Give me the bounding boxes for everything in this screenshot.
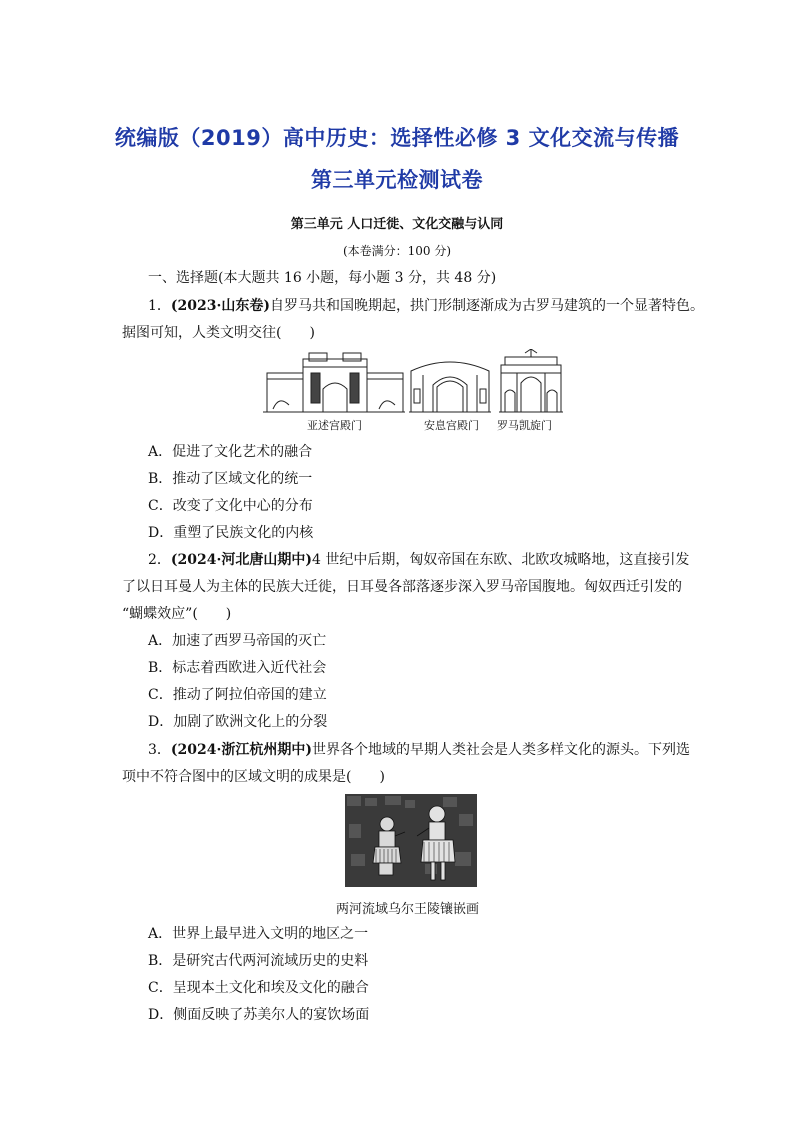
option: D．重塑了民族文化的内核 bbox=[148, 525, 314, 541]
question-source: (2024·河北唐山期中) bbox=[170, 552, 313, 568]
option: A．加速了西罗马帝国的灭亡 bbox=[148, 633, 327, 649]
option: C．改变了文化中心的分布 bbox=[148, 498, 313, 514]
option: C．推动了阿拉伯帝国的建立 bbox=[148, 687, 327, 703]
question-1-line2: 据图可知，人类文明交往( ) bbox=[122, 325, 315, 341]
parthian-gate-drawing bbox=[409, 362, 491, 412]
question-number: 3． bbox=[148, 742, 171, 758]
gates-figure bbox=[263, 349, 563, 417]
question-stem: 世界各个地域的早期人类社会是人类多样文化的源头。下列选 bbox=[312, 742, 691, 758]
document-subtitle: 第三单元检测试卷 bbox=[311, 168, 483, 192]
question-1-line1 bbox=[148, 296, 704, 316]
question-2-line3: “蝴蝶效应”( ) bbox=[122, 606, 232, 622]
caption-roman-arch: 罗马凯旋门 bbox=[497, 419, 552, 432]
section-heading: 一、选择题(本大题共 16 小题，每小题 3 分，共 48 分) bbox=[148, 270, 497, 286]
option: B．是研究古代两河流域历史的史料 bbox=[148, 953, 369, 969]
unit-heading: 第三单元 人口迁徙、文化交融与认同 bbox=[290, 217, 504, 232]
ur-mosaic-image bbox=[345, 794, 477, 887]
assyrian-gate-drawing bbox=[263, 353, 405, 412]
option: D．加剧了欧洲文化上的分裂 bbox=[148, 714, 328, 730]
option: B．推动了区域文化的统一 bbox=[148, 471, 313, 487]
question-source: (2024·浙江杭州期中) bbox=[170, 742, 313, 758]
option: D．侧面反映了苏美尔人的宴饮场面 bbox=[148, 1007, 370, 1023]
caption-parthian-gate: 安息宫殿门 bbox=[424, 419, 479, 432]
question-stem: 自罗马共和国晚期起，拱门形制逐渐成为古罗马建筑的一个显著特色。 bbox=[270, 298, 705, 314]
question-source: (2023·山东卷) bbox=[170, 298, 271, 314]
option: C．呈现本土文化和埃及文化的融合 bbox=[148, 980, 369, 996]
caption-ur-mosaic: 两河流域乌尔王陵镶嵌画 bbox=[336, 902, 480, 917]
question-2-line1 bbox=[148, 550, 689, 570]
question-2-line2: 了以日耳曼人为主体的民族大迁徙，日耳曼各部落逐步深入罗马帝国腹地。匈奴西迁引发的 bbox=[122, 579, 682, 595]
option: A．世界上最早进入文明的地区之一 bbox=[148, 926, 369, 942]
score-note: (本卷满分：100 分) bbox=[342, 244, 452, 258]
caption-assyrian-gate: 亚述宫殿门 bbox=[307, 419, 362, 432]
question-number: 1． bbox=[148, 298, 171, 314]
question-number: 2． bbox=[148, 552, 171, 568]
option: A．促进了文化艺术的融合 bbox=[148, 444, 313, 460]
roman-arch-drawing bbox=[499, 349, 563, 412]
question-3-line2: 项中不符合图中的区域文明的成果是( ) bbox=[122, 769, 385, 785]
question-3-line1 bbox=[148, 740, 690, 760]
question-stem: 4 世纪中后期，匈奴帝国在东欧、北欧攻城略地，这直接引发 bbox=[312, 552, 690, 568]
option: B．标志着西欧进入近代社会 bbox=[148, 660, 327, 676]
document-title: 统编版（2019）高中历史：选择性必修 3 文化交流与传播 bbox=[114, 126, 680, 150]
